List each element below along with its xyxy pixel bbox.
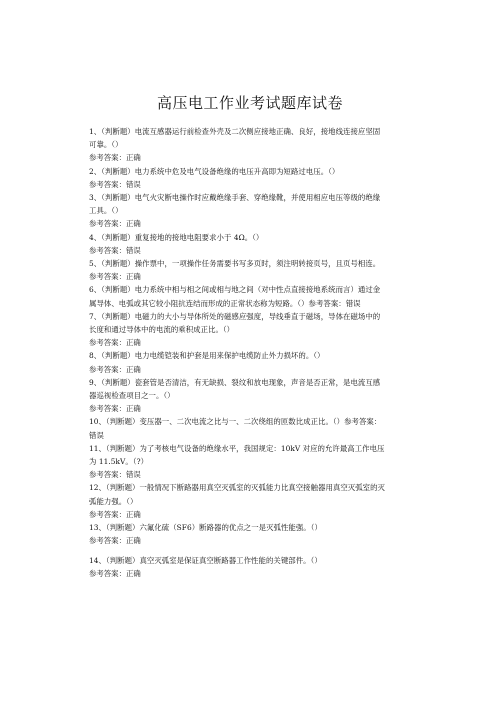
question-text-line: 属导体、电弧或其它较小阻抗连结而形成的正常状态称为短路。（）参考答案：错误 [89, 298, 361, 308]
reference-answer: 参考答案：正确 [89, 509, 141, 519]
question-text-line: 6、（判断题）电力系统中相与相之间或相与地之间（对中性点直接接地系统而言）通过金 [89, 285, 381, 295]
reference-answer: 参考答案：正确 [89, 536, 141, 546]
question-item [89, 310, 414, 350]
question-item [89, 554, 414, 580]
question-item [89, 442, 414, 482]
question-text-line: 3、（判断题）电气火灾断电操作时应戴绝缘手套、穿绝缘靴，并使用相应电压等级的绝缘 [89, 193, 381, 203]
reference-answer: 参考答案：正确 [89, 153, 141, 163]
reference-answer: 参考答案：正确 [89, 219, 141, 229]
question-text-line: 13、（判断题）六氟化硫（SF6）断路器的优点之一是灭弧性能强。（） [89, 523, 322, 533]
question-text-line: 2、（判断题）电力系统中危及电气设备绝缘的电压升高即为短路过电压。（） [89, 166, 340, 176]
reference-answer: 参考答案：错误 [89, 470, 141, 480]
question-text-line: 7、（判断题）电磁力的大小与导体所处的磁感应强度，导线垂直于磁场，导体在磁场中的 [89, 311, 381, 321]
reference-answer: 参考答案：正确 [89, 338, 141, 348]
question-item [89, 376, 414, 416]
question-text-line: 14、（判断题）真空灭弧室是保证真空断路器工作性能的关键部件。（） [89, 555, 322, 565]
question-item [89, 349, 414, 375]
question-item [89, 165, 414, 191]
question-item [89, 481, 414, 521]
question-item [89, 283, 414, 309]
question-text-line: 11、（判断题）为了考核电气设备的绝缘水平，我国规定：10kV 对应的允许最高工作电压 [89, 443, 385, 453]
question-text-line: 为 11.5kV。（?） [89, 457, 149, 467]
question-item [89, 191, 414, 231]
reference-answer: 参考答案：错误 [89, 179, 141, 189]
question-item [89, 257, 414, 283]
question-text-line: 长度和通过导体中的电流的乘积成正比。（） [89, 325, 235, 335]
question-item [89, 231, 414, 257]
reference-answer: 参考答案：正确 [89, 364, 141, 374]
question-text-line: 器巡视检查项目之一。（） [89, 391, 175, 401]
question-text-line: 错误 [89, 430, 104, 440]
question-item [89, 521, 414, 553]
question-text-line: 工具。（） [89, 206, 123, 216]
question-text-line: 可靠。（） [89, 140, 123, 150]
question-text-line: 5、（判断题）操作票中，一项操作任务需要书写多页时，须注明转接页号，且页号相连。 [89, 259, 381, 269]
question-text-line: 10、（判断题）变压器一、二次电流之比与一、二次绕组的匝数比成正比。（）参考答案： [89, 417, 382, 427]
question-text-line: 8、（判断题）电力电缆铠装和护套是用来保护电缆防止外力损坏的。（） [89, 351, 325, 361]
reference-answer: 参考答案：正确 [89, 568, 141, 578]
question-text-line: 9、（判断题）瓷套管是否清洁，有无缺损、裂纹和放电现象，声音是否正常，是电流互感 [89, 377, 381, 387]
reference-answer: 参考答案：正确 [89, 272, 141, 282]
question-text-line: 弧能力强。（） [89, 496, 138, 506]
question-item [89, 415, 414, 441]
question-text-line: 12、（判断题）一般情况下断路器用真空灭弧室的灭弧能力比真空接触器用真空灭弧室的灭 [89, 483, 385, 493]
page-title: 高压电工作业考试题库试卷 [156, 94, 343, 112]
question-item [89, 125, 414, 165]
question-text-line: 4、（判断题）重复接地的接地电阻要求小于 4Ω。（） [89, 232, 264, 242]
reference-answer: 参考答案：错误 [89, 245, 141, 255]
question-text-line: 1、（判断题）电流互感器运行前检查外壳及二次侧应接地正确、良好，接地线连接应坚固 [89, 127, 381, 136]
question-list [89, 125, 414, 580]
reference-answer: 参考答案：正确 [89, 404, 141, 414]
